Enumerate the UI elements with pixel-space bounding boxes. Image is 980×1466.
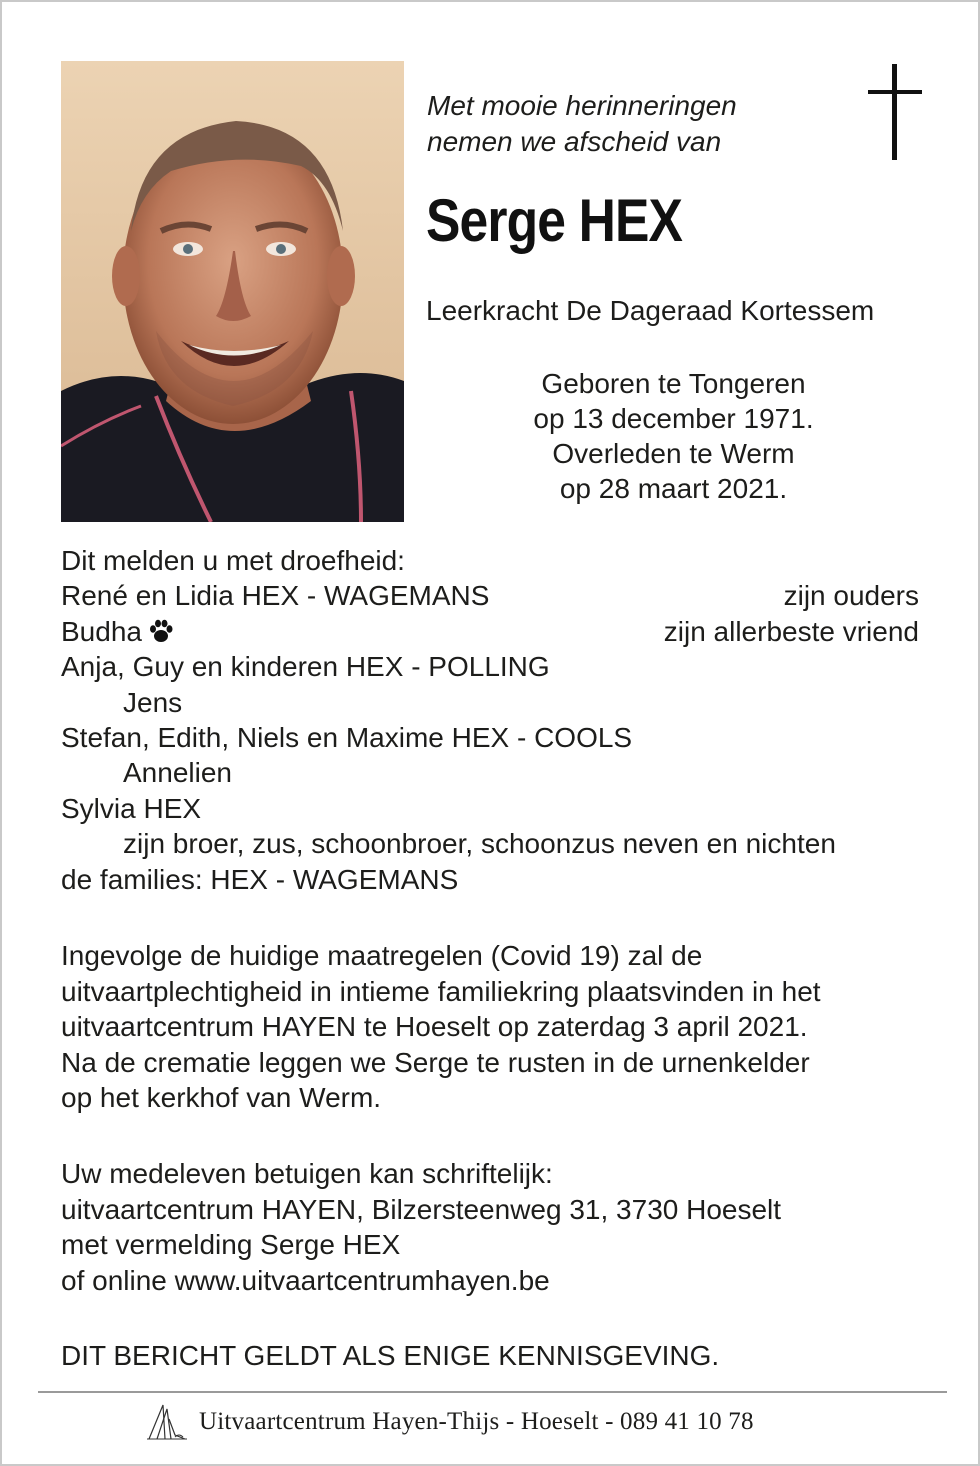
pet-name: Budha — [61, 615, 142, 647]
footer — [145, 1398, 754, 1446]
birth-death-info — [426, 366, 921, 506]
family-list — [61, 543, 921, 897]
paw-icon — [148, 618, 174, 644]
ceremony-line: Ingevolge de huidige maatregelen (Covid 19) zal de — [61, 940, 703, 971]
death-line: op 28 maart 2021. — [559, 473, 788, 504]
ceremony-line: Na de crematie leggen we Serge te rusten in de urnenkelder — [61, 1046, 810, 1078]
ceremony-line: uitvaartcentrum HAYEN te Hoeselt op zaterdag 3 april 2021. — [61, 1011, 808, 1042]
family-name: René en Lidia HEX - WAGEMANS — [61, 580, 490, 612]
family-row — [61, 720, 921, 755]
ceremony-paragraph — [61, 938, 821, 1116]
portrait-photo — [61, 61, 404, 522]
death-line: Overleden te Werm — [552, 438, 795, 469]
birth-line: Geboren te Tongeren — [541, 368, 806, 399]
intro-line: nemen we afscheid van — [427, 126, 722, 157]
cross-icon — [866, 64, 924, 162]
deceased-name: Serge HEX — [426, 187, 683, 254]
condolences-line: uitvaartcentrum HAYEN, Bilzersteenweg 31, 3730 Hoeselt — [61, 1193, 782, 1225]
ceremony-line: op het kerkhof van Werm. — [61, 1082, 382, 1113]
condolences-line: met vermelding Serge HEX — [61, 1229, 401, 1260]
birth-line: op 13 december 1971. — [533, 403, 814, 434]
condolences-paragraph — [61, 1156, 781, 1298]
notice-text: DIT BERICHT GELDT ALS ENIGE KENNISGEVING. — [61, 1340, 720, 1371]
intro-text — [427, 88, 737, 160]
footer-text: Uitvaartcentrum Hayen-Thijs - Hoeselt - 089 41 10 78 — [199, 1408, 754, 1435]
ceremony-line: uitvaartplechtigheid in intieme familiekring plaatsvinden in het — [61, 975, 821, 1007]
family-relation: zijn ouders — [783, 580, 919, 612]
family-name: Jens — [123, 686, 183, 718]
family-row — [61, 791, 921, 826]
family-row — [61, 685, 921, 720]
family-name: Anja, Guy en kinderen HEX - POLLING — [61, 651, 550, 683]
family-name: Sylvia HEX — [61, 792, 202, 824]
family-name: de families: HEX - WAGEMANS — [61, 863, 459, 895]
family-name — [61, 616, 174, 647]
family-name: Annelien — [123, 757, 232, 789]
family-row — [61, 649, 921, 684]
deceased-role: Leerkracht De Dageraad Kortessem — [426, 295, 875, 326]
condolences-line: Uw medeleven betuigen kan schriftelijk: — [61, 1158, 553, 1189]
family-relation: zijn broer, zus, schoonbroer, schoonzus neven en nichten — [123, 828, 836, 860]
family-row — [61, 543, 921, 578]
family-name: Dit melden u met droefheid: — [61, 545, 405, 576]
family-row — [61, 862, 921, 897]
footer-divider — [38, 1391, 947, 1393]
intro-line: Met mooie herinneringen — [427, 90, 737, 121]
funeral-home-logo-icon — [145, 1399, 189, 1445]
family-name: Stefan, Edith, Niels en Maxime HEX - COOLS — [61, 721, 633, 753]
condolences-line: of online www.uitvaartcentrumhayen.be — [61, 1264, 550, 1296]
family-row — [61, 614, 921, 649]
family-row — [61, 755, 921, 790]
family-relation: zijn allerbeste vriend — [663, 615, 919, 647]
family-row — [61, 826, 921, 861]
family-row — [61, 578, 921, 613]
